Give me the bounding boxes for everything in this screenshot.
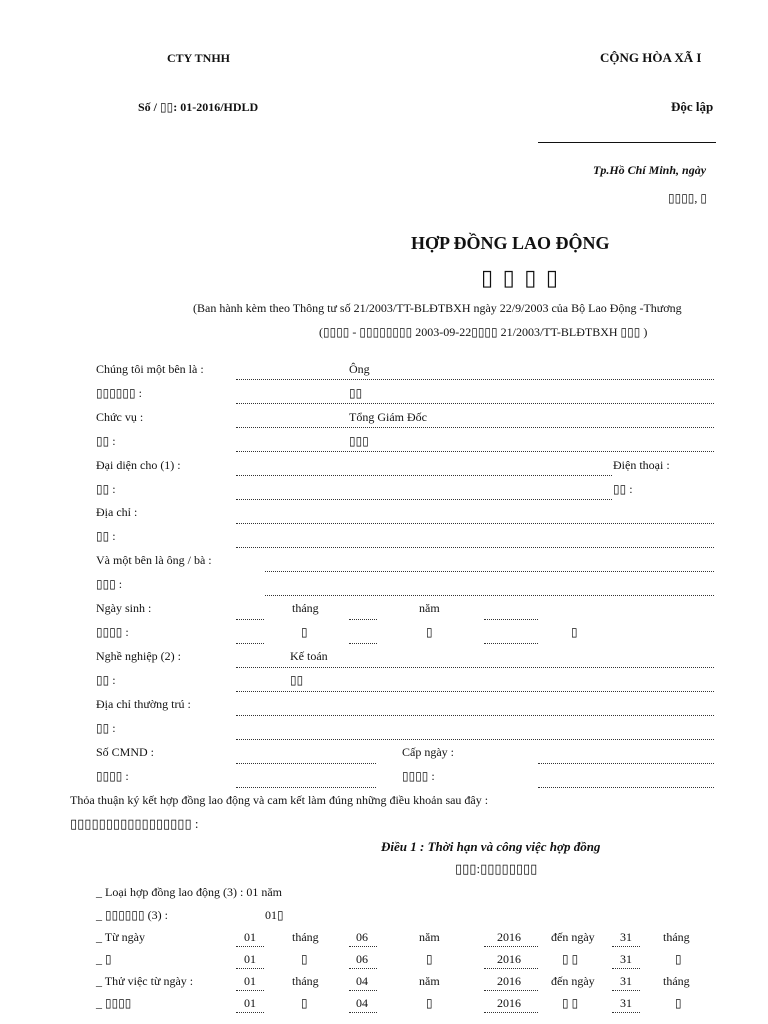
trial-year-label: năm <box>419 974 440 988</box>
employer-field[interactable] <box>236 379 714 380</box>
from-year-field-cn[interactable] <box>484 968 538 969</box>
trial-label: _ Thử việc từ ngày : <box>96 974 194 988</box>
phone-label-cn: ▯▯ : <box>613 482 633 496</box>
employee-field-cn[interactable] <box>265 595 714 596</box>
position-field-cn[interactable] <box>236 451 714 452</box>
trial-to-day-field-cn[interactable] <box>612 1012 640 1013</box>
from-day-field[interactable] <box>236 946 264 947</box>
id-number-label-cn: ▯▯▯▯ : <box>96 769 129 783</box>
employer-label-cn: ▯▯▯▯▯▯ : <box>96 386 142 400</box>
position-value: Tổng Giám Đốc <box>349 410 427 424</box>
to-day-field-cn[interactable] <box>612 968 640 969</box>
place-date-cn: ▯▯▯▯, ▯ <box>668 191 708 205</box>
dob-year-label-cn: ▯ <box>426 625 433 639</box>
issue-date-field-cn[interactable] <box>538 787 714 788</box>
dob-label-cn: ▯▯▯▯ : <box>96 625 129 639</box>
trial-label-cn: _ ▯▯▯▯ <box>96 996 132 1010</box>
from-day-field-cn[interactable] <box>236 968 264 969</box>
from-day-cn: 01 <box>244 952 256 966</box>
permanent-address-field[interactable] <box>236 715 714 716</box>
dob-day-field-cn[interactable] <box>236 643 264 644</box>
article1-title: Điều 1 : Thời hạn và công việc hợp đồng <box>381 839 601 854</box>
dob-day-field[interactable] <box>236 619 264 620</box>
id-number-label: Số CMND : <box>96 745 155 759</box>
position-label-cn: ▯▯ : <box>96 434 116 448</box>
phone-label: Điện thoại : <box>613 458 670 472</box>
contract-type-value-cn: 01▯ <box>265 908 284 922</box>
trial-month-label-cn: ▯ <box>301 996 308 1010</box>
trial-month-cn: 04 <box>356 996 368 1010</box>
article1-title-cn: ▯▯▯:▯▯▯▯▯▯▯▯ <box>455 861 538 876</box>
id-number-field-cn[interactable] <box>236 787 376 788</box>
to-month-label: tháng <box>663 930 690 944</box>
issued-note: (Ban hành kèm theo Thông tư số 21/2003/TT-BLĐTBXH ngày 22/9/2003 của Bộ Lao Động -Thương <box>193 301 682 315</box>
trial-day-field-cn[interactable] <box>236 1012 264 1013</box>
trial-year: 2016 <box>497 974 521 988</box>
from-label: _ Từ ngày <box>96 930 145 944</box>
header-underline <box>538 142 716 143</box>
permanent-address-label: Địa chỉ thường trú : <box>96 697 191 711</box>
dob-year-field-cn[interactable] <box>484 643 538 644</box>
issue-date-label: Cấp ngày : <box>402 745 454 759</box>
position-value-cn: ▯▯▯ <box>349 434 369 448</box>
trial-day: 01 <box>244 974 256 988</box>
employee-field[interactable] <box>265 571 714 572</box>
dob-year-field[interactable] <box>484 619 538 620</box>
address-field-cn[interactable] <box>236 547 714 548</box>
from-year-cn: 2016 <box>497 952 521 966</box>
to-month-label-cn: ▯ <box>675 952 682 966</box>
trial-month-field-cn[interactable] <box>349 1012 377 1013</box>
trial-month-field[interactable] <box>349 990 377 991</box>
independence-motto: Độc lập <box>671 99 714 114</box>
from-year: 2016 <box>497 930 521 944</box>
document-title-cn: ▯ ▯ ▯ ▯ <box>481 265 560 290</box>
company-name: CTY TNHH <box>167 51 231 65</box>
to-day-field[interactable] <box>612 946 640 947</box>
representative-label: Đại diện cho (1) : <box>96 458 181 472</box>
from-label-cn: _ ▯ <box>96 952 112 966</box>
trial-year-field-cn[interactable] <box>484 1012 538 1013</box>
from-year-field[interactable] <box>484 946 538 947</box>
employee-label-cn: ▯▯▯ : <box>96 577 123 591</box>
to-day: 31 <box>620 930 632 944</box>
dob-label: Ngày sinh : <box>96 601 152 615</box>
agreement-text: Thỏa thuận ký kết hợp đồng lao động và cam kết làm đúng những điều khoản sau đây : <box>70 793 489 807</box>
job-value: Kế toán <box>290 649 328 663</box>
job-label: Nghề nghiệp (2) : <box>96 649 181 663</box>
trial-day-cn: 01 <box>244 996 256 1010</box>
document-number: Số / ▯▯: 01-2016/HDLD <box>138 100 259 114</box>
dob-year-label: năm <box>419 601 440 615</box>
position-field[interactable] <box>236 427 714 428</box>
from-day: 01 <box>244 930 256 944</box>
representative-field-cn[interactable] <box>236 499 612 500</box>
issued-note-cn: (▯▯▯▯ - ▯▯▯▯▯▯▯▯ 2003-09-22▯▯▯▯ 21/2003/TT-BLĐTBXH ▯▯▯ ) <box>319 325 648 339</box>
trial-year-cn: 2016 <box>497 996 521 1010</box>
from-month-field-cn[interactable] <box>349 968 377 969</box>
issue-date-field[interactable] <box>538 763 714 764</box>
job-value-cn: ▯▯ <box>290 673 304 687</box>
permanent-address-label-cn: ▯▯ : <box>96 721 116 735</box>
employer-label: Chúng tôi một bên là : <box>96 362 204 376</box>
trial-year-label-cn: ▯ <box>426 996 433 1010</box>
employer-value-cn: ▯▯ <box>349 386 363 400</box>
from-month-label-cn: ▯ <box>301 952 308 966</box>
address-label: Địa chỉ : <box>96 505 138 519</box>
dob-month-field-cn[interactable] <box>349 643 377 644</box>
from-year-label-cn: ▯ <box>426 952 433 966</box>
document-title: HỢP ĐỒNG LAO ĐỘNG <box>411 233 610 253</box>
trial-day-field[interactable] <box>236 990 264 991</box>
trial-to-day: 31 <box>620 974 632 988</box>
from-month-field[interactable] <box>349 946 377 947</box>
job-field[interactable] <box>236 667 714 668</box>
to-label: đến ngày <box>551 930 595 944</box>
issue-date-label-cn: ▯▯▯▯ : <box>402 769 435 783</box>
republic-title: CỘNG HÒA XÃ I <box>600 50 702 65</box>
from-month-label: tháng <box>292 930 319 944</box>
to-label-cn: ▯ ▯ <box>562 952 579 966</box>
job-label-cn: ▯▯ : <box>96 673 116 687</box>
contract-type: _ Loại hợp đồng lao động (3) : 01 năm <box>96 885 282 899</box>
job-field-cn[interactable] <box>236 691 714 692</box>
trial-to-day-cn: 31 <box>620 996 632 1010</box>
representative-label-cn: ▯▯ : <box>96 482 116 496</box>
id-number-field[interactable] <box>236 763 376 764</box>
trial-month-label: tháng <box>292 974 319 988</box>
trial-year-field[interactable] <box>484 990 538 991</box>
dob-month-field[interactable] <box>349 619 377 620</box>
agreement-text-cn: ▯▯▯▯▯▯▯▯▯▯▯▯▯▯▯▯▯ : <box>70 816 199 831</box>
trial-to-month-label: tháng <box>663 974 690 988</box>
dob-month-label: tháng <box>292 601 319 615</box>
employer-value: Ông <box>349 362 370 376</box>
trial-to-month-label-cn: ▯ <box>675 996 682 1010</box>
employee-label: Và một bên là ông / bà : <box>96 553 212 567</box>
address-field[interactable] <box>236 523 714 524</box>
contract-type-cn: _ ▯▯▯▯▯▯ (3) : <box>96 908 168 922</box>
representative-field[interactable] <box>236 475 612 476</box>
address-label-cn: ▯▯ : <box>96 529 116 543</box>
trial-month: 04 <box>356 974 368 988</box>
place-date: Tp.Hồ Chí Minh, ngày <box>593 163 707 177</box>
dob-day-suffix-cn: ▯ <box>571 625 578 639</box>
from-month: 06 <box>356 930 368 944</box>
trial-to-label-cn: ▯ ▯ <box>562 996 579 1010</box>
to-day-cn: 31 <box>620 952 632 966</box>
position-label: Chức vụ : <box>96 410 144 424</box>
trial-to-day-field[interactable] <box>612 990 640 991</box>
from-year-label: năm <box>419 930 440 944</box>
employer-field-cn[interactable] <box>236 403 714 404</box>
trial-to-label: đến ngày <box>551 974 595 988</box>
dob-month-label-cn: ▯ <box>301 625 308 639</box>
permanent-address-field-cn[interactable] <box>236 739 714 740</box>
from-month-cn: 06 <box>356 952 368 966</box>
